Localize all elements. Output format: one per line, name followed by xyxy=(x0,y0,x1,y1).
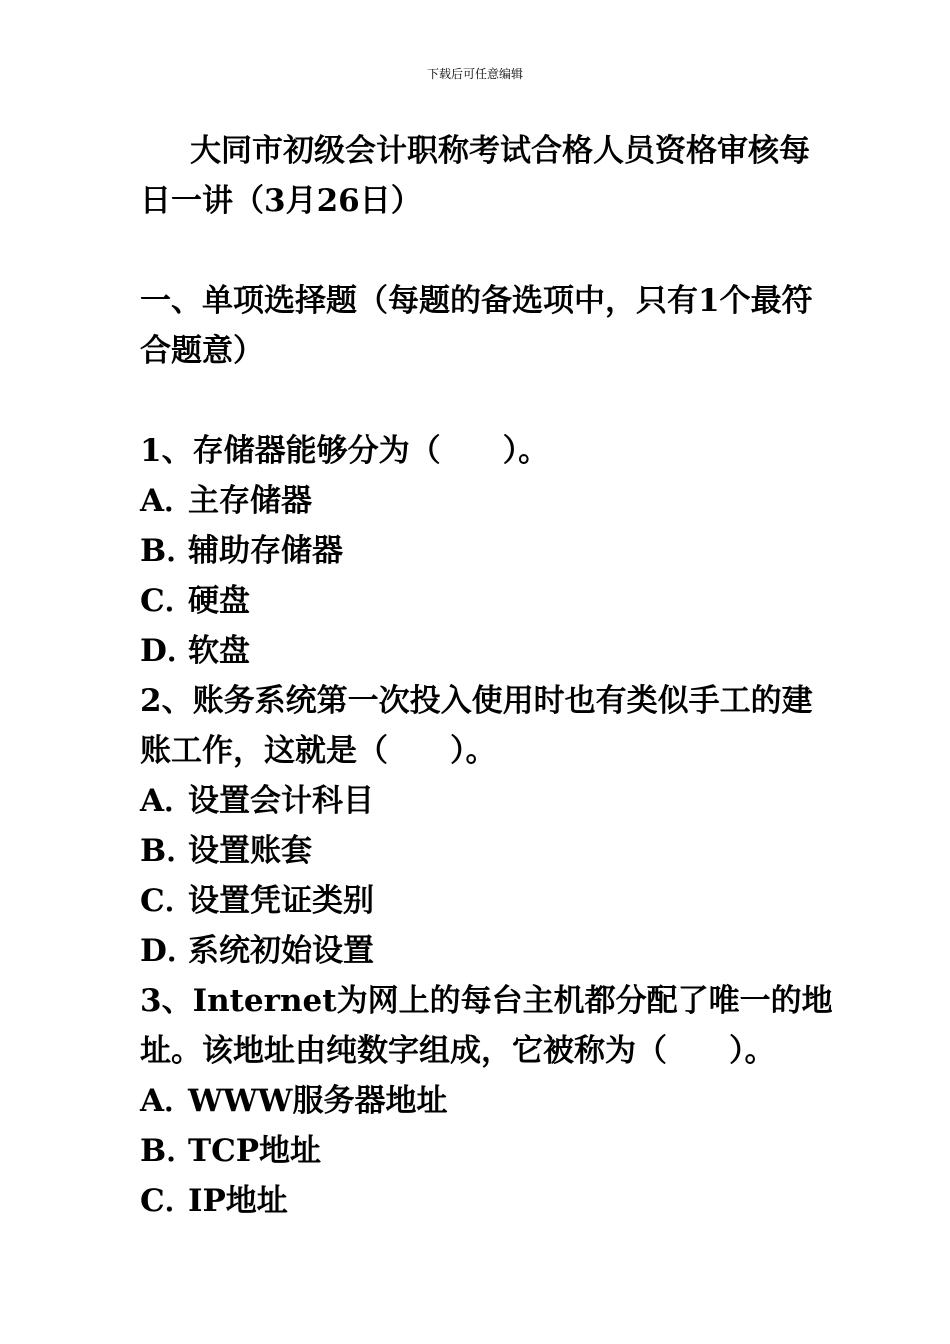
question-stem: 1、存储器能够分为（ ）。 xyxy=(140,433,550,469)
option-key: C． xyxy=(140,1183,196,1219)
option-key: B． xyxy=(140,833,198,869)
option-key: D． xyxy=(140,933,198,969)
option-text: 主存储器 xyxy=(188,483,312,519)
option-text: 设置账套 xyxy=(188,833,312,869)
question-stem: 2、账务系统第一次投入使用时也有类似手工的建账工作，这就是（ ）。 xyxy=(140,683,813,769)
question-1 xyxy=(140,426,840,676)
option-text: 设置会计科目 xyxy=(188,783,374,819)
option-c xyxy=(140,876,840,926)
option-key: D． xyxy=(140,633,198,669)
option-b xyxy=(140,826,840,876)
option-key: B． xyxy=(140,533,198,569)
option-c xyxy=(140,1176,840,1226)
option-a xyxy=(140,1076,840,1126)
option-d xyxy=(140,926,840,976)
option-text: 软盘 xyxy=(188,633,250,669)
section-heading: 一、单项选择题（每题的备选项中，只有1个最符合题意） xyxy=(140,283,813,369)
option-key: C． xyxy=(140,583,196,619)
header-note: 下载后可任意编辑 xyxy=(426,67,523,81)
option-text: WWW服务器地址 xyxy=(188,1083,448,1119)
option-key: A． xyxy=(140,483,196,519)
question-stem: 3、Internet为网上的每台主机都分配了唯一的地址。该地址由纯数字组成，它被称为（ ）。 xyxy=(140,983,833,1069)
option-c xyxy=(140,576,840,626)
option-text: 系统初始设置 xyxy=(188,933,374,969)
option-key: A． xyxy=(140,1083,196,1119)
option-text: 辅助存储器 xyxy=(188,533,343,569)
option-text: TCP地址 xyxy=(188,1133,322,1169)
option-text: 设置凭证类别 xyxy=(188,883,374,919)
option-key: A． xyxy=(140,783,196,819)
option-key: B． xyxy=(140,1133,198,1169)
option-key: C． xyxy=(140,883,196,919)
option-text: 硬盘 xyxy=(188,583,250,619)
question-2 xyxy=(140,676,840,976)
document-title: 大同市初级会计职称考试合格人员资格审核每日一讲（3月26日） xyxy=(140,133,810,219)
question-3 xyxy=(140,976,840,1226)
option-text: IP地址 xyxy=(188,1183,288,1219)
option-a xyxy=(140,776,840,826)
option-a xyxy=(140,476,840,526)
option-b xyxy=(140,1126,840,1176)
option-b xyxy=(140,526,840,576)
option-d xyxy=(140,626,840,676)
document-body xyxy=(140,126,840,1226)
